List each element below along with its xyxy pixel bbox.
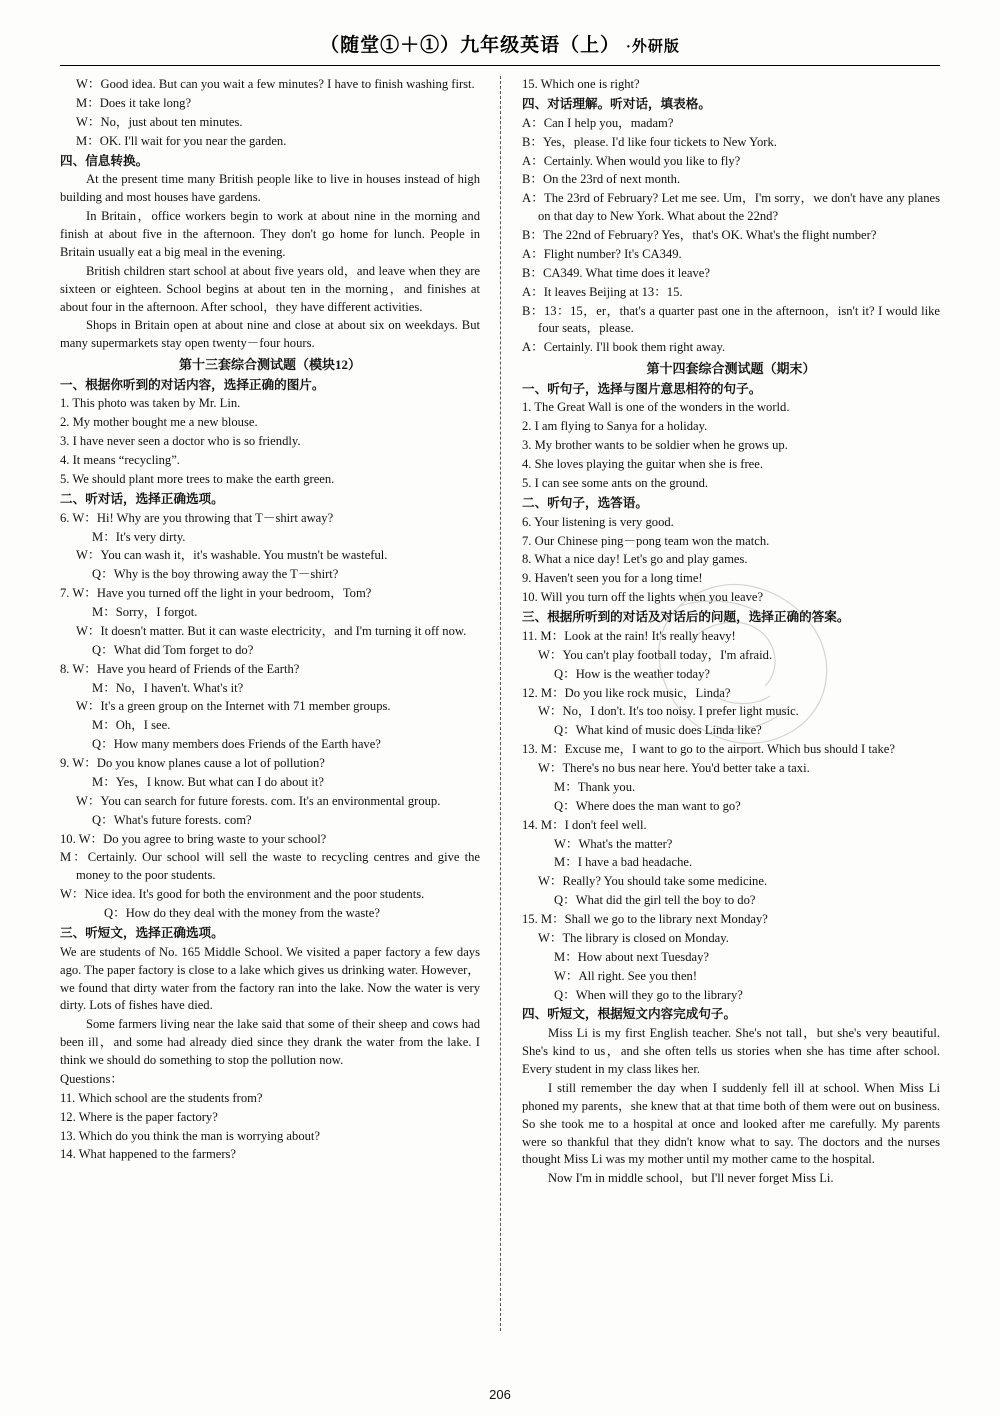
text-line: British children start school at about five years old，and leave when they are sixteen or eighteen. School begins at about ten in the morning，and finishes at about four in the afternoon. After school，they have different activities. [60,263,480,314]
text-line: W：Really? You should take some medicine. [538,874,768,889]
text-line: 6. Your listening is very good. [522,514,674,529]
text-line: M：OK. I'll wait for you near the garden. [76,133,287,148]
text-line: Shops in Britain open at about nine and close at about six on weekdays. But many supermarkets stay open twenty－four hours. [60,318,480,351]
text-line: I still remember the day when I suddenly fell ill at school. When Miss Li phoned my parents，she knew that at that time both of them were out on business. So she took me to a hospital at once and looked after me carefully. My parents were so thankful that they didn't know what to say. The doctors and the nurses thought Miss Li was my mother until my mother came to the hospital. [522,1080,940,1167]
text-line: 5. We should plant more trees to make the earth green. [60,471,335,486]
text-line: W：The library is closed on Monday. [538,930,729,945]
text-line: W：You can't play football today，I'm afraid. [538,647,773,662]
text-line: M：How about next Tuesday? [554,949,709,964]
text-line: Q：Why is the boy throwing away the T－shirt? [92,567,339,582]
section-heading: 四、对话理解。听对话，填表格。 [522,96,711,111]
section-heading: 第十三套综合测试题（模块12） [178,357,361,373]
section-heading: 二、听句子，选答语。 [522,495,648,510]
text-line: 12. Where is the paper factory? [60,1109,218,1124]
text-line: Q：How many members does Friends of the Earth have? [92,737,381,752]
page-number: 206 [489,1387,511,1402]
text-line: 1. The Great Wall is one of the wonders in the world. [522,400,790,415]
text-line: A：Flight number? It's CA349. [522,246,682,261]
text-line: 12. M：Do you like rock music，Linda? [522,685,731,700]
text-line: W：Good idea. But can you wait a few minutes? I have to finish washing first. [76,77,475,91]
text-line: W：You can wash it，it's washable. You mustn't be wasteful. [76,548,388,563]
section-heading: 第十四套综合测试题（期末） [646,361,816,377]
text-line: 4. It means “recycling”. [60,453,180,468]
text-line: Questions： [60,1071,123,1086]
section-heading: 一、听句子，选择与图片意思相符的句子。 [522,381,762,396]
text-line: W：No，I don't. It's too noisy. I prefer light music. [538,704,799,719]
page-header [60,30,940,63]
text-line: 7. W：Have you turned off the light in your bedroom，Tom? [60,586,372,601]
text-line: Q：What's future forests. com? [92,812,252,827]
text-line: Q：What did the girl tell the boy to do? [554,893,756,908]
text-line: A：It leaves Beijing at 13：15. [522,284,683,299]
text-line: W：What's the matter? [554,836,673,851]
text-line: M：Yes，I know. But what can I do about it? [92,774,324,789]
text-line: 14. M：I don't feel well. [522,817,647,832]
text-line: A：Certainly. When would you like to fly? [522,153,741,168]
text-line: B：Yes，please. I'd like four tickets to New York. [522,134,777,149]
text-line: W：You can search for future forests. com. It's an environmental group. [76,793,441,808]
text-line: W：There's no bus near here. You'd better take a taxi. [538,761,810,776]
text-line: We are students of No. 165 Middle School. We visited a paper factory a few days ago. The paper factory is close to a lake which gives us drinking water. However，we found that dirty water from the factory ran into the lake. Now the water is very dirty. Lots of fishes have died. [60,944,480,1013]
text-line: M：Sorry，I forgot. [92,605,198,620]
text-line: 5. I can see some ants on the ground. [522,475,709,490]
text-line: 7. Our Chinese ping－pong team won the match. [522,533,770,548]
text-line: W：No，just about ten minutes. [76,114,243,129]
text-line: A：Can I help you，madam? [522,115,674,130]
text-line: 3. My brother wants to be soldier when he grows up. [522,438,788,453]
section-heading: 二、听对话，选择正确选项。 [60,491,224,506]
text-line: 10. Will you turn off the lights when you leave? [522,590,764,605]
text-line: M：It's very dirty. [92,529,186,544]
book-edition: ·外研版 [625,39,680,55]
text-line: M：Certainly. Our school will sell the waste to recycling centres and give the money to the poor students. [60,850,480,883]
text-line: 2. I am flying to Sanya for a holiday. [522,419,708,434]
text-line: In Britain，office workers begin to work at about nine in the morning and finish at about five in the afternoon. They don't go home for lunch. People in Britain usually eat a big meal in the evening. [60,209,480,259]
two-column-body [60,76,940,1331]
text-line: Now I'm in middle school，but I'll never forget Miss Li. [548,1171,834,1186]
text-line: 13. Which do you think the man is worrying about? [60,1128,320,1143]
text-line: 2. My mother bought me a new blouse. [60,415,258,430]
text-line: A：Certainly. I'll book them right away. [522,340,726,355]
text-line: B：CA349. What time does it leave? [522,265,710,280]
text-line: W：All right. See you then! [554,968,698,983]
book-title: （随堂①＋①）九年级英语（上） [320,35,621,56]
section-heading: 一、根据你听到的对话内容，选择正确的图片。 [60,377,325,392]
text-line: Q：When will they go to the library? [554,987,743,1002]
text-line: 14. What happened to the farmers? [60,1147,237,1162]
section-heading: 四、听短文，根据短文内容完成句子。 [522,1007,737,1022]
text-line: 10. W：Do you agree to bring waste to your school? [60,831,327,846]
left-column [60,76,500,1331]
text-line: 9. Haven't seen you for a long time! [522,571,703,586]
text-line: 6. W：Hi! Why are you throwing that T－shirt away? [60,510,334,525]
text-line: W：Nice idea. It's good for both the environment and the poor students. [60,887,425,902]
text-line: M：Thank you. [554,779,636,794]
text-line: 15. Which one is right? [522,77,640,91]
text-line: 9. W：Do you know planes cause a lot of pollution? [60,756,325,771]
column-divider [500,76,501,1331]
text-line: A：The 23rd of February? Let me see. Um，I'm sorry，we don't have any planes on that day to New York. What about the 22nd? [522,191,940,224]
header-rule [60,65,940,66]
text-line: W：It's a green group on the Internet with 71 member groups. [76,699,391,714]
text-line: 3. I have never seen a doctor who is so friendly. [60,434,301,449]
text-line: Miss Li is my first English teacher. She's not tall，but she's very beautiful. She's kind to us，and she often tells us stories when she has time after school. Every student in my class likes her. [522,1026,940,1077]
text-line: M：I have a bad headache. [554,855,693,870]
text-line: 11. Which school are the students from? [60,1090,263,1105]
text-line: Some farmers living near the lake said that some of their sheep and cows had been ill，and some had already died since they drank the water from the lake. I think we should do something to stop the pollution now. [60,1017,480,1068]
text-line: Q：How do they deal with the money from the waste? [104,906,380,921]
section-heading: 四、信息转换。 [60,153,149,168]
text-line: Q：What did Tom forget to do? [92,642,254,657]
text-line: Q：Where does the man want to go? [554,798,741,813]
text-line: Q：What kind of music does Linda like? [554,723,762,738]
text-line: 8. W：Have you heard of Friends of the Earth? [60,661,300,676]
text-line: 1. This photo was taken by Mr. Lin. [60,396,241,411]
section-heading: 三、听短文，选择正确选项。 [60,925,224,940]
text-line: B：On the 23rd of next month. [522,172,681,187]
right-column [500,76,940,1331]
text-line: M：No，I haven't. What's it? [92,680,244,695]
text-line: W：It doesn't matter. But it can waste electricity，and I'm turning it off now. [76,623,467,638]
text-line: 13. M：Excuse me，I want to go to the airport. Which bus should I take? [522,742,895,757]
text-line: Q：How is the weather today? [554,666,710,681]
text-line: At the present time many British people like to live in houses instead of high building and most houses have gardens. [60,172,480,205]
text-line: 11. M：Look at the rain! It's really heavy! [522,628,736,643]
text-line: 4. She loves playing the guitar when she is free. [522,457,763,472]
text-line: M：Oh，I see. [92,718,171,733]
section-heading: 三、根据所听到的对话及对话后的问题，选择正确的答案。 [522,610,850,625]
text-line: B：The 22nd of February? Yes，that's OK. What's the flight number? [522,228,877,242]
page-footer [0,1387,1000,1402]
text-line: 15. M：Shall we go to the library next Monday? [522,912,768,927]
text-line: B：13：15，er，that's a quarter past one in the afternoon，isn't it? I would like four seats，please. [522,303,940,336]
text-line: 8. What a nice day! Let's go and play games. [522,552,748,567]
text-line: M：Does it take long? [76,95,192,110]
